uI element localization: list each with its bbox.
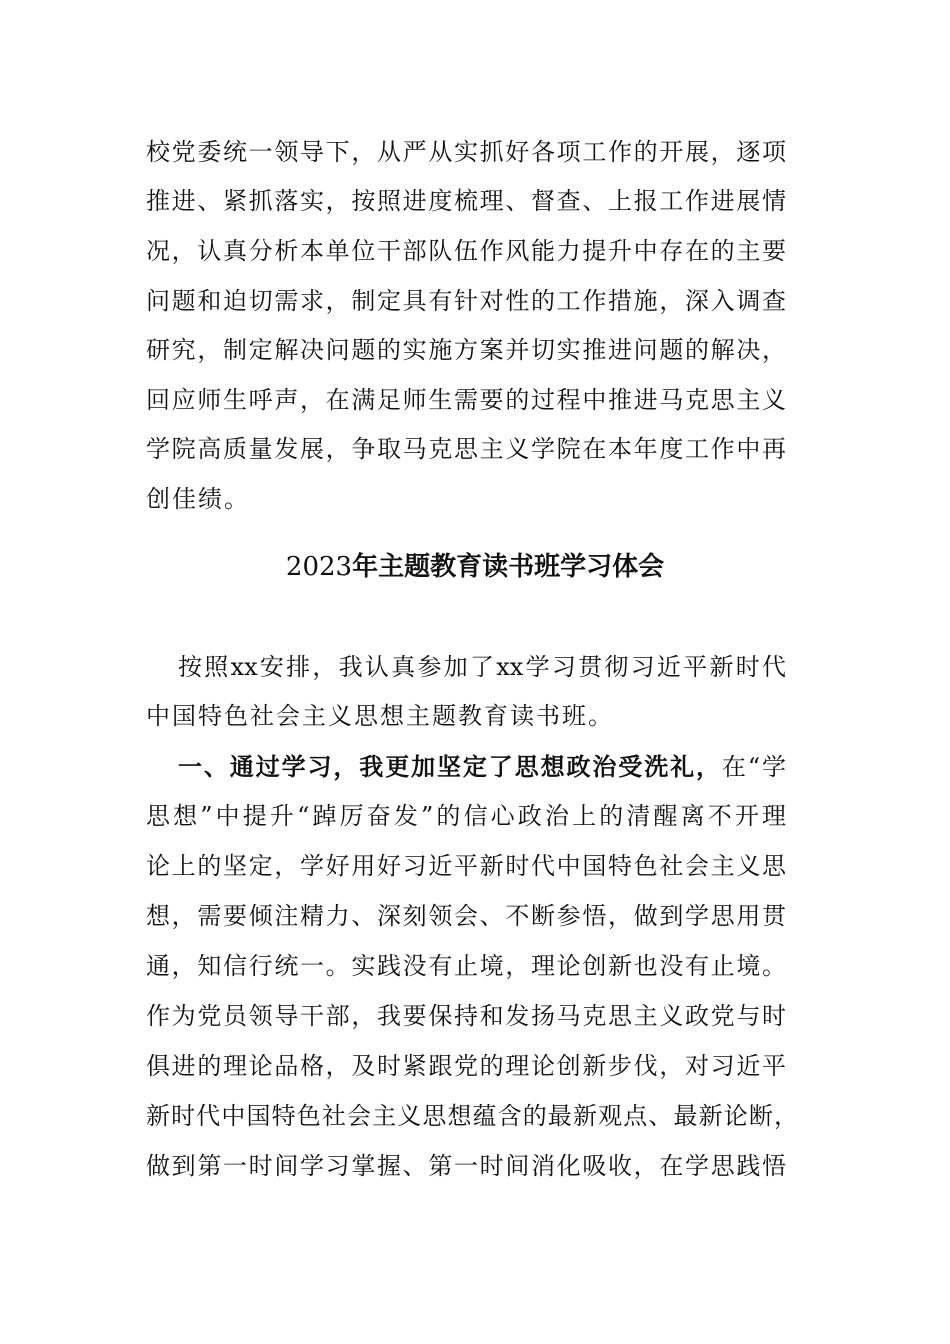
text-line: 学院高质量发展，争取马克思主义学院在本年度工作中再 [146,435,786,463]
text-line: 推进、紧抓落实，按照进度梳理、督查、上报工作进展情 [146,187,786,215]
text-line: 况，认真分析本单位干部队伍作风能力提升中存在的主要 [146,237,786,265]
title-text: 年主题教育读书班学习体会 [352,552,665,582]
text-line: 回应师生呼声，在满足师生需要的过程中推进马克思主义 [146,386,786,414]
heading-tail: 在“学 [721,753,786,781]
text-line: 思想”中提升“踔厉奋发”的信心政治上的清醒离不开理 [146,802,786,830]
text-line: 按照xx安排，我认真参加了xx学习贯彻习近平新时代 [178,653,786,681]
text-line: 校党委统一领导下，从严从实抓好各项工作的开展，逐项 [146,138,786,166]
text-line: 俱进的理论品格，及时紧跟党的理论创新步伐，对习近平 [146,1052,786,1080]
text-line: 问题和迫切需求，制定具有针对性的工作措施，深入调查 [146,287,786,315]
text-line: 创佳绩。 [146,485,250,513]
text-line: 新时代中国特色社会主义思想蕴含的最新观点、最新论断， [146,1102,798,1130]
text-line: 研究，制定解决问题的实施方案并切实推进问题的解决， [146,336,786,364]
text-line: 中国特色社会主义思想主题教育读书班。 [146,702,614,730]
text-line: 论上的坚定，学好用好习近平新时代中国特色社会主义思 [146,852,786,880]
point-heading: 一、通过学习，我更加坚定了思想政治受洗礼， [178,752,722,781]
title-year: 2023 [285,552,353,582]
text-line: 想，需要倾注精力、深刻领会、不断参悟，做到学思用贯 [146,902,786,930]
section-title [0,550,950,584]
text-line: 通，知信行统一。实践没有止境，理论创新也没有止境。 [146,952,786,980]
text-line: 做到第一时间学习掌握、第一时间消化吸收，在学思践悟 [146,1152,786,1180]
text-line [178,752,786,782]
text-line: 作为党员领导干部，我要保持和发扬马克思主义政党与时 [146,1002,786,1030]
